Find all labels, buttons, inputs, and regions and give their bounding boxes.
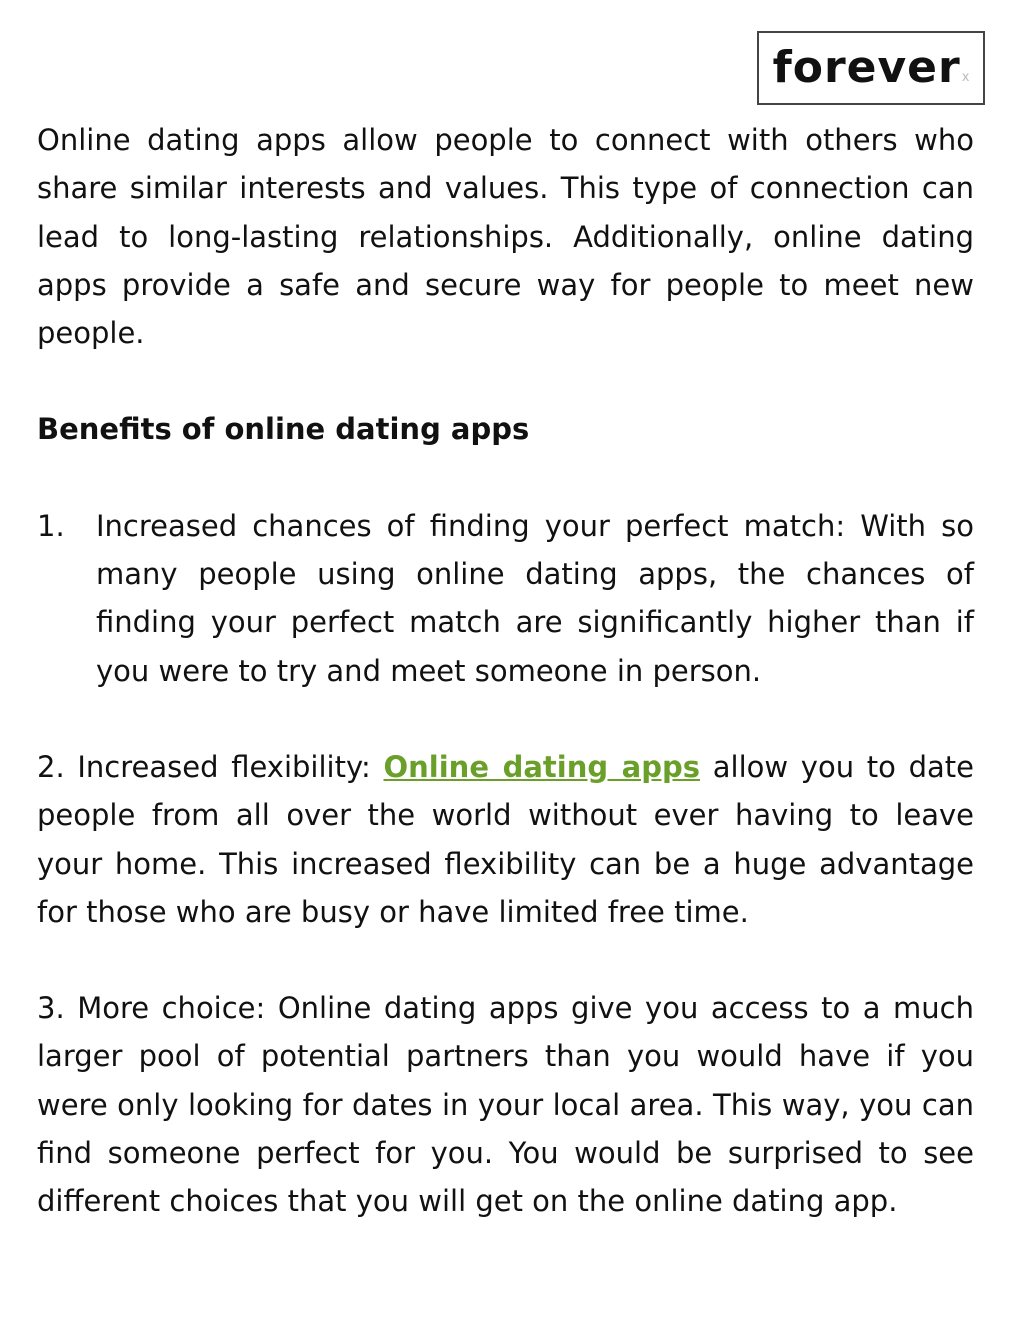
benefit-item-1: [37, 502, 974, 695]
list-number: 1.: [37, 508, 65, 543]
logo-wordmark: forever: [772, 42, 961, 93]
benefit-item-2: [37, 743, 974, 936]
benefit-item-3: 3. More choice: Online dating apps give you access to a much larger pool of potential partners than you would have if you were only looking for dates in your local area. This way, you can find someone perfect for you. You would be surprised to see different choices that you will get on the online dating app.: [37, 991, 974, 1219]
forever-logo[interactable]: [757, 31, 985, 105]
benefit-2-prefix: 2. Increased flexibility:: [37, 749, 384, 784]
section-heading: Benefits of online dating apps: [37, 412, 530, 447]
benefit-1-text: Increased chances of finding your perfect match: With so many people using online dating apps, the chances of finding your perfect match are significantly higher than if you were to try and meet someone in person.: [96, 508, 974, 688]
intro-paragraph: Online dating apps allow people to connect with others who share similar interests and values. This type of connection can lead to long-lasting relationships. Additionally, online dating apps provide a safe and secure way for people to meet new people.: [37, 123, 974, 351]
logo-suffix: x: [961, 70, 970, 85]
online-dating-apps-link[interactable]: Online dating apps: [383, 749, 701, 784]
article-body: [37, 116, 974, 1226]
benefit-2-text: allow you to date people from all over the world without ever having to leave your home. This increased flexibility can be a huge advantage for those who are busy or have limited free time.: [37, 749, 974, 929]
